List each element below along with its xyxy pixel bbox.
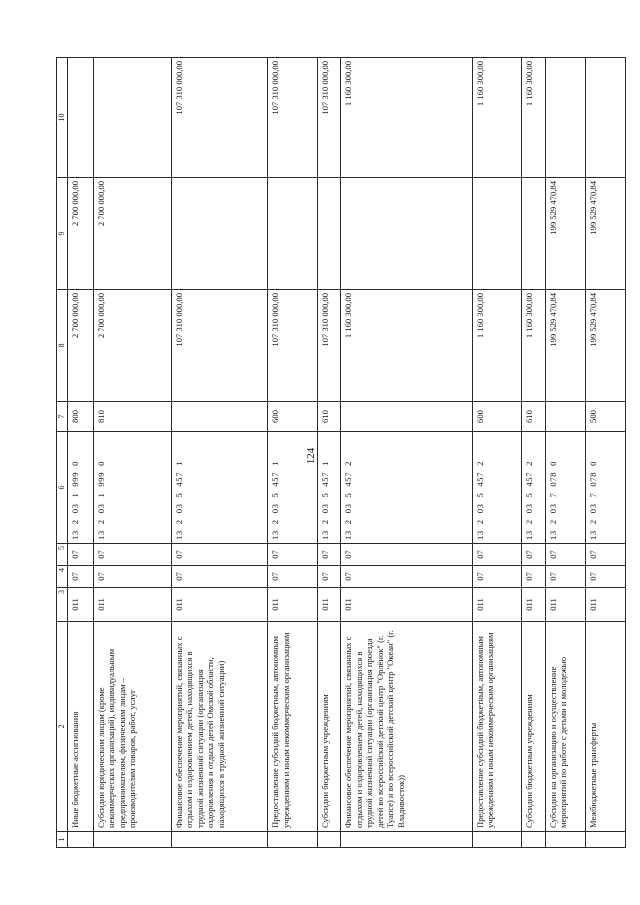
row-index-cell	[585, 832, 625, 848]
row-expense-type-cell	[341, 402, 473, 432]
row-total-cell: 107 310 000,00	[171, 290, 268, 402]
target-article-part: 457	[474, 471, 485, 487]
col-header-6: 6	[57, 432, 68, 544]
target-article-part: 5	[270, 492, 281, 498]
table-row	[317, 58, 341, 848]
table-row	[341, 58, 473, 848]
row-name-cell: Межбюджетные трансферты	[585, 622, 625, 832]
target-article-part: 13	[319, 530, 330, 540]
row-section-cell: 07	[93, 566, 171, 588]
target-article-part: 2	[343, 460, 354, 466]
row-index-cell	[317, 832, 341, 848]
target-article-part: 03	[270, 503, 281, 514]
target-article-part: 13	[270, 530, 281, 540]
row-target-article-cell	[268, 432, 317, 544]
row-subsection-cell: 07	[93, 544, 171, 566]
target-article-part: 13	[173, 530, 184, 540]
target-article-part: 13	[343, 530, 354, 540]
target-article-part: 03	[547, 503, 558, 514]
row-col10-cell: 107 310 000,00	[171, 58, 268, 178]
row-name-cell: Субсидии бюджетным учреждениям	[522, 622, 546, 832]
row-admin-code-cell: 011	[68, 588, 94, 622]
row-col10-cell	[68, 58, 94, 178]
row-total-cell: 1 160 300,00	[341, 290, 473, 402]
row-subsection-cell: 07	[341, 544, 473, 566]
col-header-4: 4	[57, 566, 68, 588]
row-total-cell: 1 160 300,00	[522, 290, 546, 402]
row-admin-code-cell: 011	[317, 588, 341, 622]
row-name-cell: Субсидии бюджетным учреждениям	[317, 622, 341, 832]
row-name-cell: Иные бюджетные ассигнования	[68, 622, 94, 832]
row-name-cell: Предоставление субсидий бюджетным, автономным учреждениям и иным некоммерческим организациям	[268, 622, 317, 832]
target-article-part: 2	[587, 519, 598, 525]
row-col9-cell: 199 529 470,84	[545, 178, 585, 290]
row-section-cell: 07	[585, 566, 625, 588]
row-name-cell: Финансовое обеспечение мероприятий, связанных с отдыхом и оздоровлением детей, находящихся в трудной жизненной ситуации (организация проезда детей во всероссийский детский центр "Орлёнок" (г. Туапсе) и во всероссийский детский центр "Океан" (г. Владивосток))	[341, 622, 473, 832]
row-subsection-cell: 07	[68, 544, 94, 566]
row-index-cell	[545, 832, 585, 848]
row-expense-type-cell	[545, 402, 585, 432]
table-row	[171, 58, 268, 848]
table-row	[522, 58, 546, 848]
row-subsection-cell: 07	[522, 544, 546, 566]
row-target-article-cell	[171, 432, 268, 544]
row-admin-code-cell: 011	[171, 588, 268, 622]
row-target-article-cell	[68, 432, 94, 544]
row-target-article-cell	[585, 432, 625, 544]
row-expense-type-cell: 810	[93, 402, 171, 432]
row-section-cell: 07	[171, 566, 268, 588]
table-row	[472, 58, 521, 848]
row-admin-code-cell: 011	[268, 588, 317, 622]
row-section-cell: 07	[545, 566, 585, 588]
row-total-cell: 107 310 000,00	[268, 290, 317, 402]
rotated-page	[56, 58, 626, 848]
row-index-cell	[472, 832, 521, 848]
target-article-part: 078	[547, 471, 558, 487]
target-article-part: 13	[524, 530, 535, 540]
row-expense-type-cell	[171, 402, 268, 432]
row-target-article-cell	[522, 432, 546, 544]
row-target-article-cell	[472, 432, 521, 544]
target-article-part: 5	[319, 492, 330, 498]
row-name-cell: Финансовое обеспечение мероприятий, связанных с отдыхом и оздоровлением детей, находящихся в трудной жизненной ситуации (организация оздоровления и отдыха детей Омской области, находящихся в трудной жизненной ситуации)	[171, 622, 268, 832]
row-name-cell: Субсидии юридическим лицам (кроме некоммерческих организаций), индивидуальным предпринимателям, физическим лицам – производителям товаров, работ, услуг	[93, 622, 171, 832]
target-article-part: 078	[587, 471, 598, 487]
row-total-cell: 107 310 000,00	[317, 290, 341, 402]
row-subsection-cell: 07	[472, 544, 521, 566]
col-header-9: 9	[57, 178, 68, 290]
target-article-part: 2	[474, 519, 485, 525]
row-index-cell	[268, 832, 317, 848]
row-target-article-cell	[317, 432, 341, 544]
target-article-part: 999	[70, 471, 80, 487]
row-total-cell: 199 529 470,84	[585, 290, 625, 402]
row-col10-cell	[93, 58, 171, 178]
row-name-cell: Субсидии на организацию и осуществление мероприятий по работе с детьми и молодежью	[545, 622, 585, 832]
row-total-cell: 2 700 000,00	[68, 290, 94, 402]
target-article-part: 457	[343, 471, 354, 487]
row-col9-cell: 2 700 000,00	[93, 178, 171, 290]
target-article-part: 03	[587, 503, 598, 514]
col-header-7: 7	[57, 402, 68, 432]
row-col9-cell	[317, 178, 341, 290]
row-index-cell	[522, 832, 546, 848]
target-article-part: 13	[587, 530, 598, 540]
table-row	[93, 58, 171, 848]
target-article-part: 03	[95, 503, 106, 514]
row-col9-cell	[341, 178, 473, 290]
table-row	[68, 58, 94, 848]
row-col9-cell	[522, 178, 546, 290]
row-col9-cell	[268, 178, 317, 290]
row-col9-cell	[171, 178, 268, 290]
target-article-part: 5	[173, 492, 184, 498]
target-article-part: 1	[270, 460, 281, 466]
header-row	[57, 58, 68, 848]
target-article-part: 03	[343, 503, 354, 514]
row-col9-cell: 199 529 470,84	[585, 178, 625, 290]
row-expense-type-cell: 500	[585, 402, 625, 432]
row-col10-cell: 1 160 300,00	[472, 58, 521, 178]
row-col9-cell	[472, 178, 521, 290]
target-article-part: 999	[95, 471, 106, 487]
row-expense-type-cell: 600	[472, 402, 521, 432]
target-article-part: 0	[587, 460, 598, 466]
row-target-article-cell	[545, 432, 585, 544]
row-total-cell: 199 529 470,84	[545, 290, 585, 402]
target-article-part: 03	[474, 503, 485, 514]
row-section-cell: 07	[472, 566, 521, 588]
target-article-part: 03	[70, 503, 80, 514]
table-row	[585, 58, 625, 848]
row-name-cell: Предоставление субсидий бюджетным, автономным учреждениям и иным некоммерческим организациям	[472, 622, 521, 832]
row-admin-code-cell: 011	[522, 588, 546, 622]
row-section-cell: 07	[341, 566, 473, 588]
row-index-cell	[93, 832, 171, 848]
target-article-part: 2	[95, 519, 106, 525]
col-header-8: 8	[57, 290, 68, 402]
row-subsection-cell: 07	[585, 544, 625, 566]
target-article-part: 2	[70, 519, 80, 525]
row-subsection-cell: 07	[317, 544, 341, 566]
target-article-part: 7	[547, 492, 558, 498]
row-subsection-cell: 07	[171, 544, 268, 566]
row-col10-cell: 107 310 000,00	[268, 58, 317, 178]
row-col10-cell	[545, 58, 585, 178]
col-header-1: 1	[57, 832, 68, 848]
row-col10-cell	[585, 58, 625, 178]
target-article-part: 457	[319, 471, 330, 487]
target-article-part: 13	[547, 530, 558, 540]
row-expense-type-cell: 610	[522, 402, 546, 432]
row-expense-type-cell: 800	[68, 402, 94, 432]
row-section-cell: 07	[268, 566, 317, 588]
target-article-part: 2	[319, 519, 330, 525]
target-article-part: 03	[524, 503, 535, 514]
row-admin-code-cell: 011	[472, 588, 521, 622]
row-subsection-cell: 07	[545, 544, 585, 566]
row-col10-cell: 1 160 300,00	[341, 58, 473, 178]
row-col10-cell: 1 160 300,00	[522, 58, 546, 178]
row-total-cell: 2 700 000,00	[93, 290, 171, 402]
target-article-part: 5	[474, 492, 485, 498]
target-article-part: 0	[95, 460, 106, 466]
target-article-part: 13	[70, 530, 80, 540]
row-admin-code-cell: 011	[545, 588, 585, 622]
target-article-part: 2	[270, 519, 281, 525]
row-expense-type-cell: 600	[268, 402, 317, 432]
row-admin-code-cell: 011	[93, 588, 171, 622]
row-admin-code-cell: 011	[585, 588, 625, 622]
col-header-3: 3	[57, 588, 68, 622]
budget-table	[56, 57, 626, 848]
target-article-part: 1	[319, 460, 330, 466]
target-article-part: 1	[173, 460, 184, 466]
row-col10-cell: 107 310 000,00	[317, 58, 341, 178]
target-article-part: 03	[173, 503, 184, 514]
target-article-part: 457	[270, 471, 281, 487]
col-header-2: 2	[57, 622, 68, 832]
target-article-part: 13	[95, 530, 106, 540]
row-index-cell	[171, 832, 268, 848]
target-article-part: 2	[173, 519, 184, 525]
col-header-5: 5	[57, 544, 68, 566]
table-row	[268, 58, 317, 848]
target-article-part: 1	[95, 492, 106, 498]
target-article-part: 2	[343, 519, 354, 525]
table-body	[68, 58, 626, 848]
target-article-part: 0	[547, 460, 558, 466]
row-expense-type-cell: 610	[317, 402, 341, 432]
row-admin-code-cell: 011	[341, 588, 473, 622]
target-article-part: 2	[524, 519, 535, 525]
row-col9-cell: 2 700 000,00	[68, 178, 94, 290]
target-article-part: 457	[524, 471, 535, 487]
target-article-part: 03	[319, 503, 330, 514]
row-target-article-cell	[93, 432, 171, 544]
row-index-cell	[68, 832, 94, 848]
target-article-part: 0	[70, 460, 80, 466]
table-row	[545, 58, 585, 848]
row-target-article-cell	[341, 432, 473, 544]
target-article-part: 13	[474, 530, 485, 540]
col-header-10: 10	[57, 58, 68, 178]
target-article-part: 5	[524, 492, 535, 498]
target-article-part: 2	[547, 519, 558, 525]
target-article-part: 2	[524, 460, 535, 466]
row-section-cell: 07	[68, 566, 94, 588]
row-subsection-cell: 07	[268, 544, 317, 566]
row-total-cell: 1 160 300,00	[472, 290, 521, 402]
row-index-cell	[341, 832, 473, 848]
target-article-part: 1	[70, 492, 80, 498]
row-section-cell: 07	[522, 566, 546, 588]
target-article-part: 7	[587, 492, 598, 498]
page-number: 124	[305, 447, 317, 465]
target-article-part: 5	[343, 492, 354, 498]
target-article-part: 2	[474, 460, 485, 466]
row-section-cell: 07	[317, 566, 341, 588]
target-article-part: 457	[173, 471, 184, 487]
